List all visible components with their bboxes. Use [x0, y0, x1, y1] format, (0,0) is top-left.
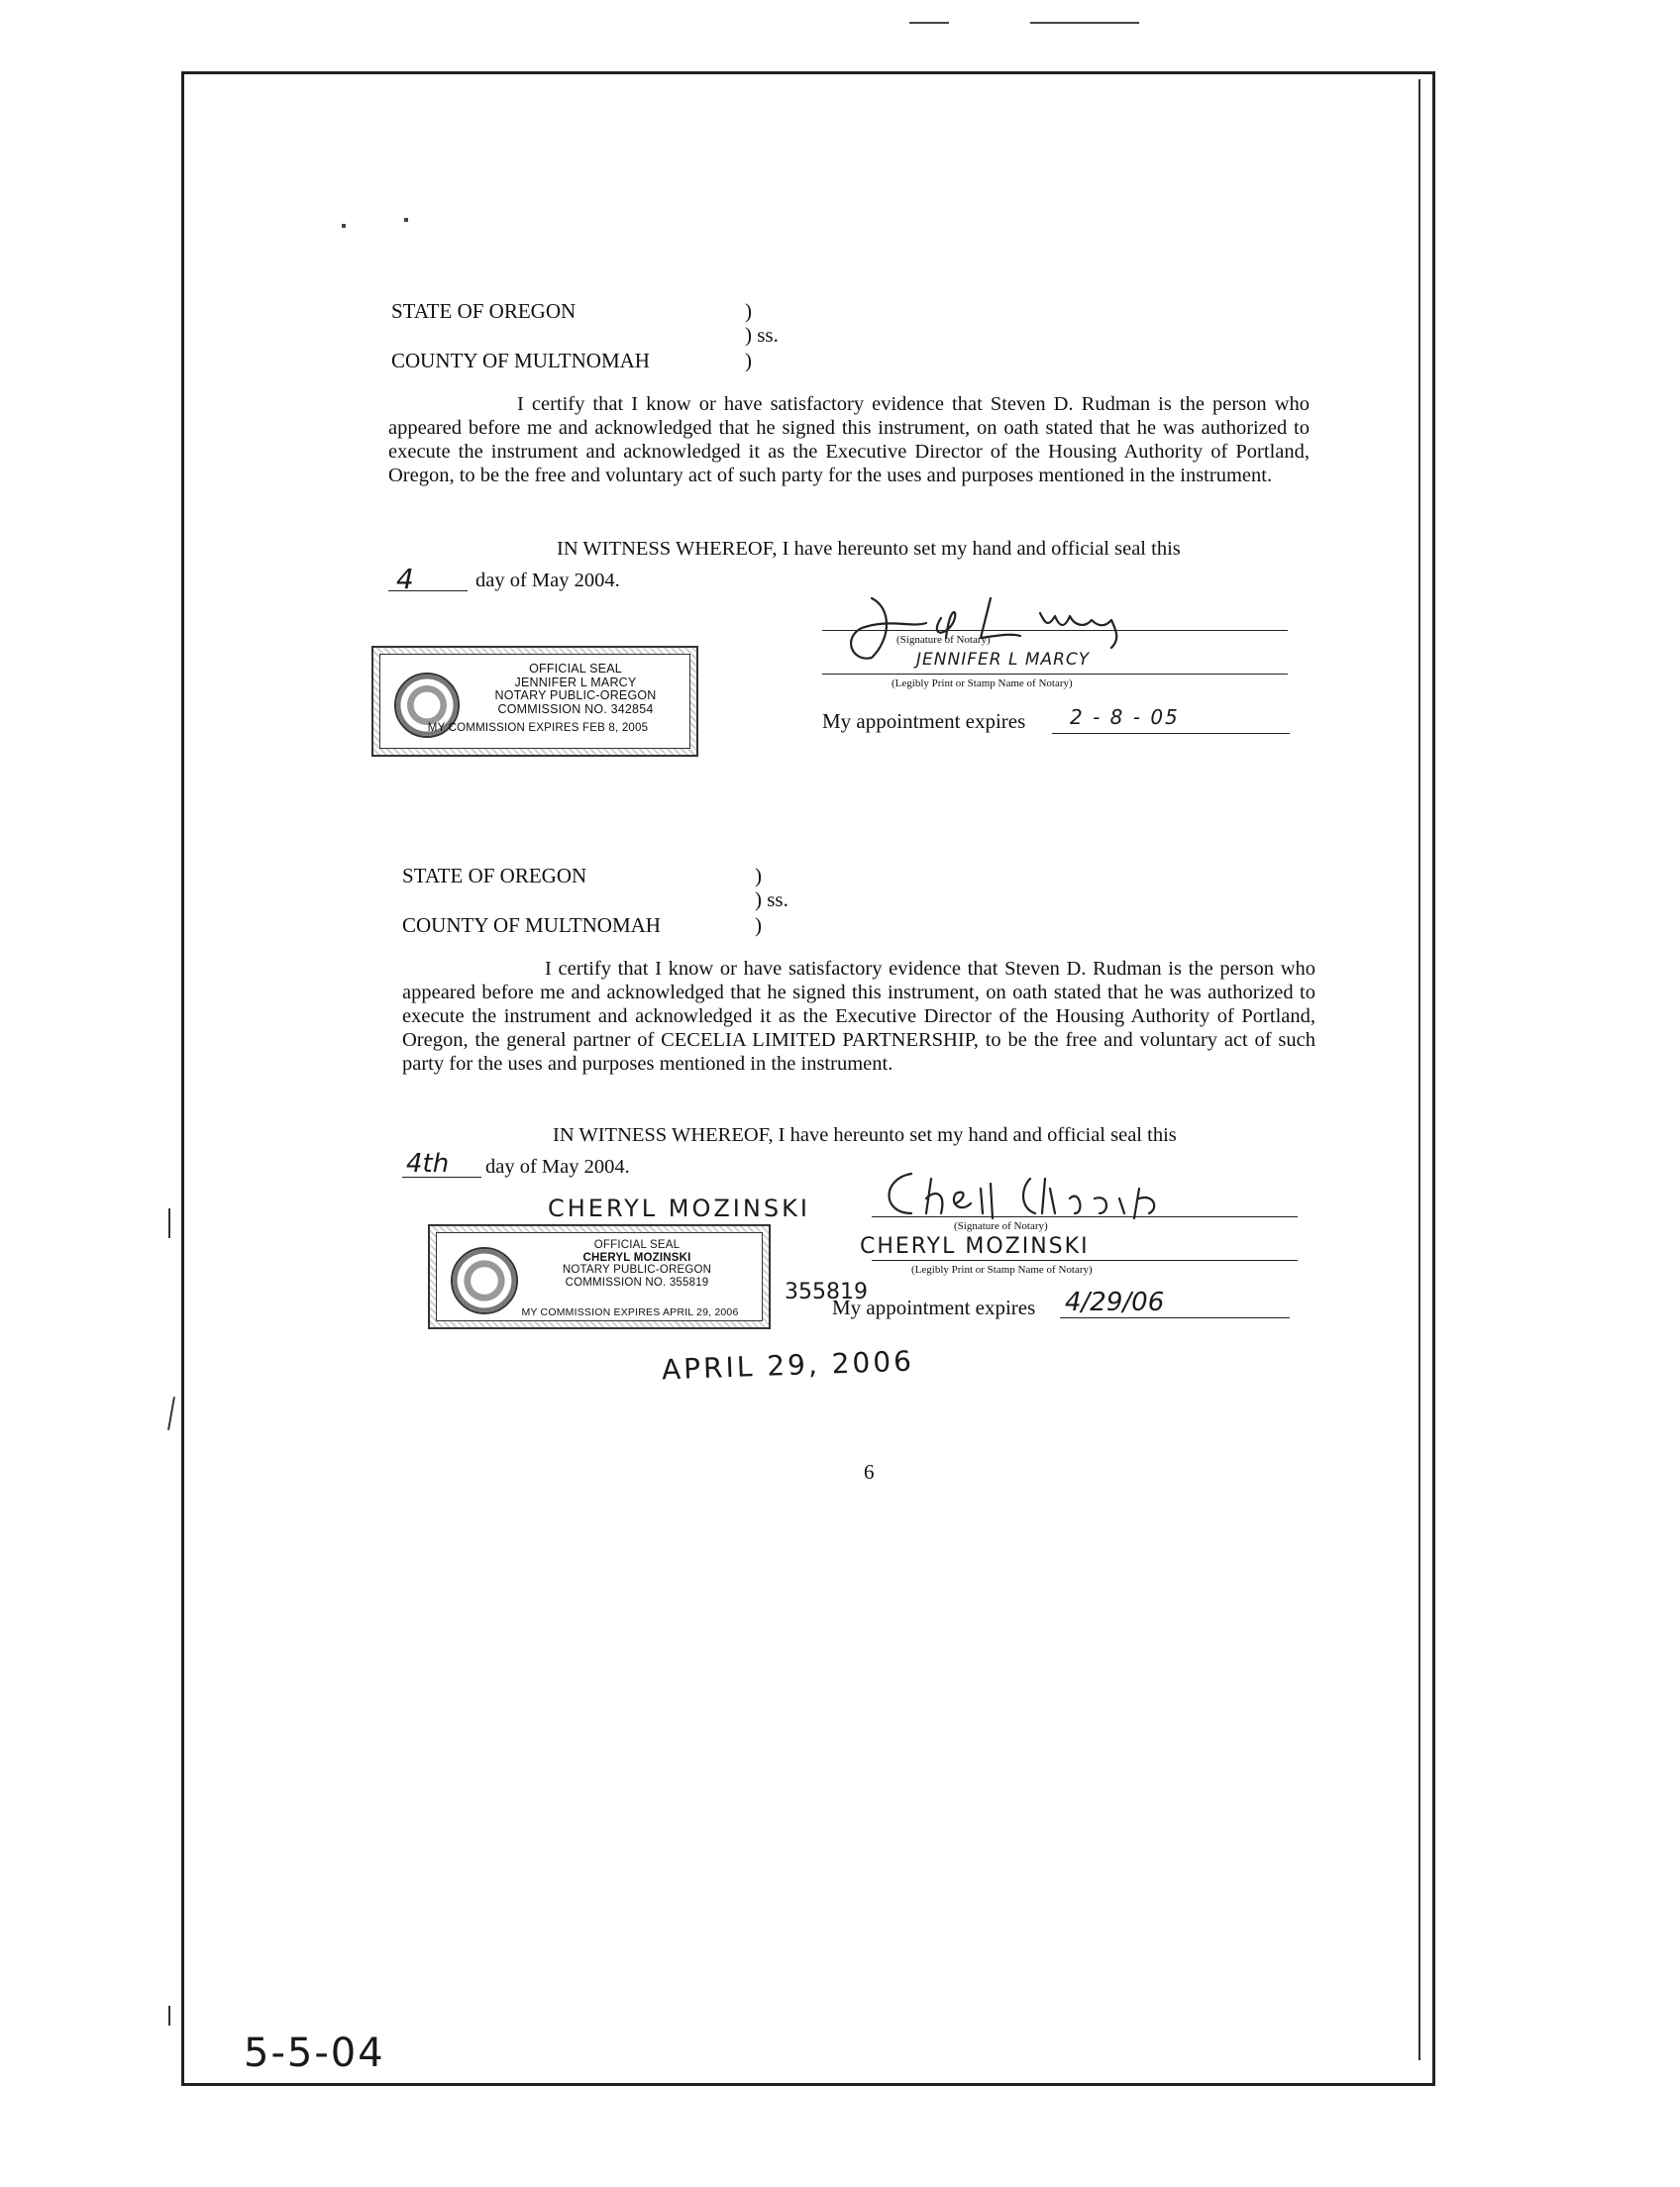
paren: ): [745, 349, 752, 372]
signature-caption: (Signature of Notary): [896, 634, 991, 646]
seal-line: MY COMMISSION EXPIRES APRIL 29, 2006: [521, 1306, 739, 1318]
seal-line: NOTARY PUBLIC-OREGON: [562, 1264, 712, 1276]
day-suffix: day of May 2004.: [485, 1156, 630, 1178]
page-border: [181, 71, 1435, 2086]
witness-statement: IN WITNESS WHEREOF, I have hereunto set my hand and official seal this: [557, 538, 1181, 560]
print-name-line: [872, 1260, 1298, 1261]
official-seal: [428, 1224, 771, 1329]
paren: ): [755, 913, 762, 937]
state-label: STATE OF OREGON: [402, 864, 587, 887]
certify-paragraph: I certify that I know or have satisfactory evidence that Steven D. Rudman is the person who appeared before me and acknowledged that he signed this instrument, on oath stated that he was authorized to execute the instrument and acknowledged it as the Executive Director of the Housing Authority of Portland, Oregon, to be the free and voluntary act of such party for the uses and purposes mentioned in the instrument.: [388, 393, 1310, 486]
commission-handwritten: 355819: [785, 1280, 868, 1304]
print-caption: (Legibly Print or Stamp Name of Notary): [911, 1264, 1093, 1276]
paren: ): [745, 299, 752, 323]
seal-line: CHERYL MOZINSKI: [582, 1251, 691, 1264]
appointment-handwritten: 4/29/06: [1065, 1288, 1165, 1317]
print-caption: (Legibly Print or Stamp Name of Notary): [892, 677, 1073, 689]
oregon-seal-icon: [451, 1247, 518, 1314]
date-handwritten: APRIL 29, 2006: [661, 1344, 915, 1387]
scan-speck: [909, 22, 949, 24]
county-label: COUNTY OF MULTNOMAH: [391, 349, 650, 372]
witness-statement: IN WITNESS WHEREOF, I have hereunto set my hand and official seal this: [553, 1124, 1177, 1146]
ss-label: ) ss.: [745, 323, 779, 347]
margin-mark: [168, 1208, 170, 1238]
print-name-handwritten: CHERYL MOZINSKI: [860, 1234, 1090, 1259]
name-handwritten: CHERYL MOZINSKI: [548, 1195, 810, 1222]
appointment-handwritten: 2 - 8 - 05: [1070, 705, 1180, 729]
corner-date-handwritten: 5-5-04: [244, 2031, 385, 2076]
seal-line: JENNIFER L MARCY: [514, 675, 637, 689]
notary-signature: [872, 1159, 1228, 1228]
seal-line: COMMISSION NO. 342854: [497, 701, 654, 716]
print-name-line: [822, 674, 1288, 675]
seal-line: OFFICIAL SEAL: [593, 1239, 681, 1251]
signature-line: [872, 1216, 1298, 1217]
day-handwritten: 4: [396, 563, 414, 595]
county-label: COUNTY OF MULTNOMAH: [402, 913, 661, 937]
margin-mark: [167, 1397, 175, 1430]
certify-paragraph: I certify that I know or have satisfactory evidence that Steven D. Rudman is the person who appeared before me and acknowledged that he signed this instrument, on oath stated that he was authorized to execute the instrument and acknowledged it as the Executive Director of the Housing Authority of Portland, Oregon, the general partner of CECELIA LIMITED PARTNERSHIP, to be the free and voluntary act of such party for the uses and purposes mentioned in the instrument.: [402, 958, 1315, 1075]
seal-line: OFFICIAL SEAL: [529, 662, 622, 676]
margin-mark: [168, 2006, 170, 2026]
page-number: 6: [864, 1460, 875, 1484]
scan-speck: [1030, 22, 1139, 24]
print-name-handwritten: JENNIFER L MARCY: [916, 650, 1091, 670]
signature-caption: (Signature of Notary): [954, 1220, 1048, 1232]
seal-line: MY COMMISSION EXPIRES FEB 8, 2005: [427, 722, 649, 734]
ss-label: ) ss.: [755, 887, 788, 911]
appointment-label: My appointment expires: [832, 1296, 1036, 1319]
appointment-line: [1052, 733, 1290, 734]
state-label: STATE OF OREGON: [391, 299, 577, 323]
appointment-label: My appointment expires: [822, 709, 1026, 733]
page-border-inner: [1418, 79, 1420, 2060]
day-suffix: day of May 2004.: [475, 570, 620, 591]
signature-line: [822, 630, 1288, 631]
day-handwritten: 4th: [406, 1149, 450, 1179]
seal-line: NOTARY PUBLIC-OREGON: [494, 688, 657, 702]
official-seal: [371, 646, 698, 757]
seal-line: COMMISSION NO. 355819: [565, 1276, 709, 1289]
appointment-line: [1060, 1317, 1290, 1318]
paren: ): [755, 864, 762, 887]
